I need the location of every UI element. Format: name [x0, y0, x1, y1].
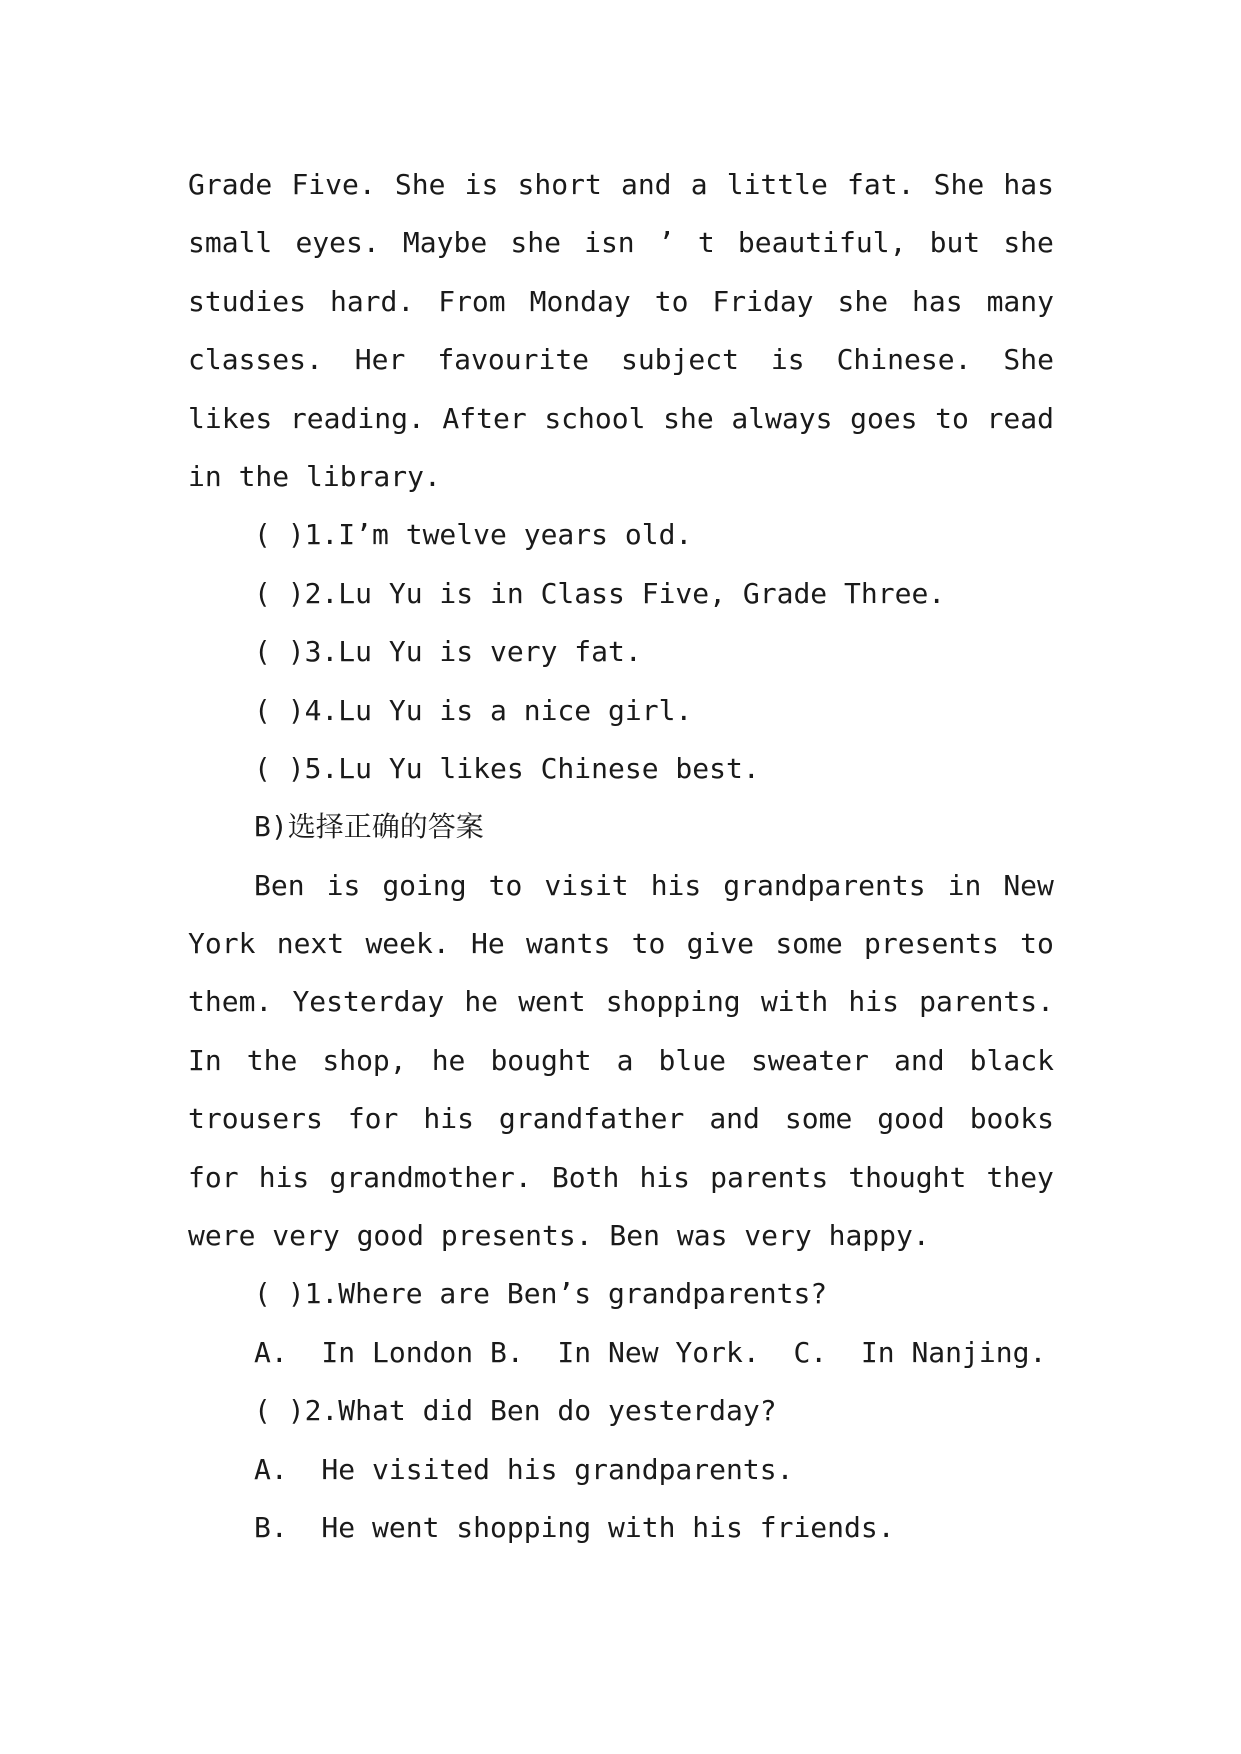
word: went [518, 985, 586, 1019]
word: parents. [919, 985, 1054, 1019]
word: is [326, 868, 361, 902]
word: to [654, 284, 689, 318]
word: Yesterday [292, 985, 445, 1019]
word: ’ [657, 226, 675, 260]
word: New [1003, 868, 1054, 902]
word: t [697, 226, 715, 260]
word: she [510, 226, 561, 260]
word: a [690, 168, 708, 201]
question-a-1: ( )1.I’m twelve years old. [254, 518, 693, 552]
passage-b-last-line: were very good presents. Ben was very happy. [188, 1219, 930, 1253]
word: She [394, 168, 446, 201]
section-b-heading: B)选择正确的答案 [254, 810, 484, 844]
word: with [760, 985, 829, 1019]
question-b-2-option-a: A. He visited his grandparents. [254, 1452, 794, 1486]
word: a [616, 1043, 634, 1077]
word: Monday [529, 284, 631, 318]
word: his [650, 868, 702, 902]
word: likes [188, 401, 273, 435]
passage-b-first-line [188, 857, 1054, 915]
word: shop, [322, 1043, 407, 1077]
word: and [894, 1043, 945, 1077]
word: studies [188, 284, 307, 318]
word: thought [848, 1160, 967, 1194]
passage-a-line-2 [188, 214, 1054, 272]
question-a-2: ( )2.Lu Yu is in Class Five, Grade Three. [254, 576, 946, 610]
word: but [929, 226, 981, 260]
word: wants [526, 927, 611, 961]
word: sweater [750, 1043, 869, 1077]
word: his [639, 1160, 691, 1194]
word: in [947, 868, 982, 902]
word: his [258, 1160, 310, 1194]
word: beautiful, [737, 226, 907, 260]
word: bought [490, 1043, 592, 1077]
passage-b-line-5 [188, 1149, 1054, 1207]
word: to [935, 401, 969, 435]
passage-b-line-4 [188, 1090, 1054, 1148]
word: for [188, 1160, 239, 1194]
word: the [246, 1043, 298, 1077]
word: next [276, 927, 345, 961]
word: has [912, 284, 963, 318]
passage-a-line-1 [188, 156, 1054, 214]
word: going [382, 868, 467, 902]
word: she [837, 284, 889, 318]
word: favourite [437, 343, 590, 377]
word: In [188, 1043, 222, 1077]
question-b-1-options: A. In London B. In New York. C. In Nanjing. [254, 1335, 1047, 1369]
word: Maybe [402, 226, 488, 260]
question-a-3: ( )3.Lu Yu is very fat. [254, 635, 642, 669]
passage-a-line-3 [188, 273, 1054, 331]
passage-b-line-2 [188, 973, 1054, 1031]
word: Grade [188, 168, 273, 201]
word: hard. [329, 284, 415, 318]
word: visit [544, 868, 629, 902]
word: trousers [188, 1102, 323, 1136]
word: his [423, 1102, 474, 1136]
word: short [517, 168, 602, 201]
word: to [1020, 927, 1054, 961]
document-body [188, 156, 1054, 1557]
word: grandmother. [329, 1160, 532, 1194]
word: to [631, 927, 666, 961]
word: After [442, 401, 527, 435]
word: his [848, 985, 899, 1019]
word: Her [354, 343, 406, 377]
word: is [464, 168, 499, 201]
word: presents [864, 927, 999, 961]
word: they [986, 1160, 1054, 1194]
word: She [1003, 343, 1054, 377]
passage-a-line-5 [188, 390, 1054, 448]
word: Friday [712, 284, 814, 318]
passage-b-line-3 [188, 1032, 1054, 1090]
word: she [1003, 226, 1054, 260]
word: school [544, 401, 646, 435]
word: Five. [291, 168, 376, 201]
question-b-2-option-b: B. He went shopping with his friends. [254, 1510, 895, 1544]
word: is [770, 343, 805, 377]
word: blue [658, 1043, 726, 1077]
word: black [969, 1043, 1054, 1077]
word: fat. [847, 168, 915, 201]
word: and [620, 168, 672, 201]
passage-b [188, 915, 1054, 1207]
word: goes [850, 401, 918, 435]
word: some [775, 927, 843, 961]
word: good [877, 1102, 945, 1136]
word: for [347, 1102, 399, 1136]
word: small [188, 226, 273, 260]
word: she [663, 401, 714, 435]
passage-a [188, 156, 1054, 448]
passage-a-line-4 [188, 331, 1054, 389]
passage-b-line-1 [188, 915, 1054, 973]
word: grandfather [498, 1102, 685, 1136]
word: parents [710, 1160, 829, 1194]
question-b-2: ( )2.What did Ben do yesterday? [254, 1394, 777, 1428]
word: shopping [605, 985, 741, 1019]
word: give [686, 927, 755, 961]
word: them. [188, 985, 273, 1019]
word: week. [365, 927, 450, 961]
word: some [784, 1102, 853, 1136]
word: always [731, 401, 833, 435]
word: subject [620, 343, 739, 377]
word: many [986, 284, 1054, 318]
word: he [431, 1043, 466, 1077]
word: reading. [289, 401, 425, 435]
word: From [438, 284, 506, 318]
question-a-5: ( )5.Lu Yu likes Chinese best. [254, 751, 760, 785]
word: little [726, 168, 828, 201]
word: Ben [254, 868, 305, 902]
word: York [188, 927, 256, 961]
word: Both [551, 1160, 620, 1194]
word: Chinese. [836, 343, 972, 377]
question-a-4: ( )4.Lu Yu is a nice girl. [254, 693, 693, 727]
word: classes. [188, 343, 323, 377]
word: grandparents [723, 868, 926, 902]
word: he [464, 985, 499, 1019]
word: and [709, 1102, 760, 1136]
word: She [933, 168, 985, 201]
passage-a-last-line: in the library. [188, 459, 441, 493]
word: isn [584, 226, 635, 260]
word: read [986, 401, 1054, 435]
word: He [471, 927, 505, 961]
word: has [1003, 168, 1054, 201]
question-b-1: ( )1.Where are Ben’s grandparents? [254, 1277, 828, 1311]
word: eyes. [295, 226, 380, 260]
word: books [969, 1102, 1054, 1136]
word: to [488, 868, 523, 902]
